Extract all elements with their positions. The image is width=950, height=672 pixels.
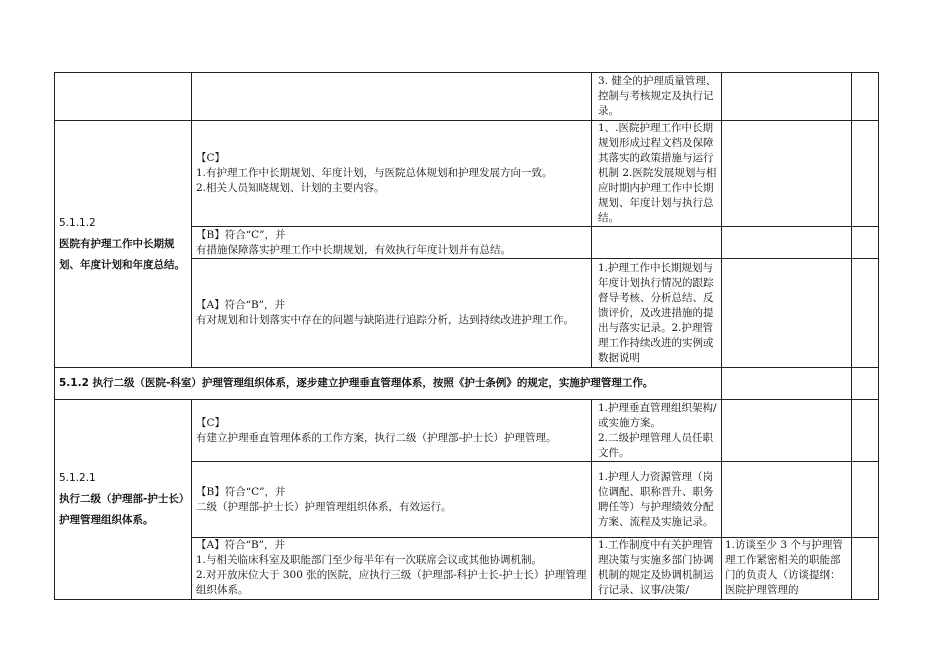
- criteria-cell-c: 【C】 1.有护理工作中长期规划、年度计划，与医院总体规划和护理发展方向一致。 2.相关人员知晓规划、计划的主要内容。: [192, 121, 592, 227]
- standard-title: 执行二级（护理部-护士长）护理管理组织体系。: [59, 493, 185, 526]
- table-row: [55, 400, 879, 462]
- evidence-cell: 1.护理垂直管理组织架构/或实施方案。 2.二级护理管理人员任职文件。: [592, 400, 722, 462]
- evidence-cell: 1、.医院护理工作中长期规划形成过程文档及保障其落实的政策措施与运行机制 2.医院发展规划与相应时期内护理工作中长期规划、年度计划与执行总结。: [592, 121, 722, 227]
- evidence-cell: 1.护理人力资源管理（岗位调配、职称晋升、职务聘任等）与护理绩效分配方案、流程及实施记录。: [592, 462, 722, 538]
- evidence-cell: 3. 健全的护理质量管理、控制与考核规定及执行记录。: [592, 73, 722, 121]
- section-row: [55, 368, 879, 400]
- section-heading: 5.1.2 执行二级（医院-科室）护理管理组织体系，逐步建立护理垂直管理体系，按照《护士条例》的规定，实施护理管理工作。: [55, 368, 722, 400]
- evidence-cell: 1.工作制度中有关护理管理决策与实施多部门协调机制的规定及协调机制运行记录、议事/决策/: [592, 538, 722, 600]
- method-cell: 1.访谈至少 3 个与护理管理工作紧密相关的职能部门的负责人（访谈提纲：医院护理管理的: [722, 538, 852, 600]
- criteria-cell-b: 【B】符合“C”，并 二级（护理部-护士长）护理管理组织体系，有效运行。: [192, 462, 592, 538]
- criteria-cell-a: 【A】符合“B”，并 有对规划和计划落实中存在的问题与缺陷进行追踪分析，达到持续改进护理工作。: [192, 259, 592, 368]
- standards-table: [54, 72, 879, 600]
- standard-title: 医院有护理工作中长期规划、年度计划和年度总结。: [59, 237, 185, 271]
- evidence-cell: 1.护理工作中长期规划与年度计划执行情况的跟踪督导考核、分析总结、反馈评价，及改进措施的提出与落实记录。2.护理管理工作持续改进的实例或数据说明: [592, 259, 722, 368]
- standard-number: 5.1.2.1: [59, 472, 96, 484]
- table-row: [55, 121, 879, 227]
- standard-title-cell: [55, 400, 192, 600]
- standard-title-cell: [55, 121, 192, 368]
- criteria-cell-b: 【B】符合“C”，并 有措施保障落实护理工作中长期规划，有效执行年度计划并有总结。: [192, 227, 592, 259]
- criteria-cell-c: 【C】 有建立护理垂直管理体系的工作方案，执行二级（护理部-护士长）护理管理。: [192, 400, 592, 462]
- standard-number: 5.1.1.2: [59, 216, 96, 229]
- table-row: [55, 73, 879, 121]
- criteria-cell-a: 【A】符合“B”，并 1.与相关临床科室及职能部门至少每半年有一次联席会议或其他协调机制。 2.对开放床位大于 300 张的医院，应执行三级（护理部-科护士长-护士长）护理管理组织体系。: [192, 538, 592, 600]
